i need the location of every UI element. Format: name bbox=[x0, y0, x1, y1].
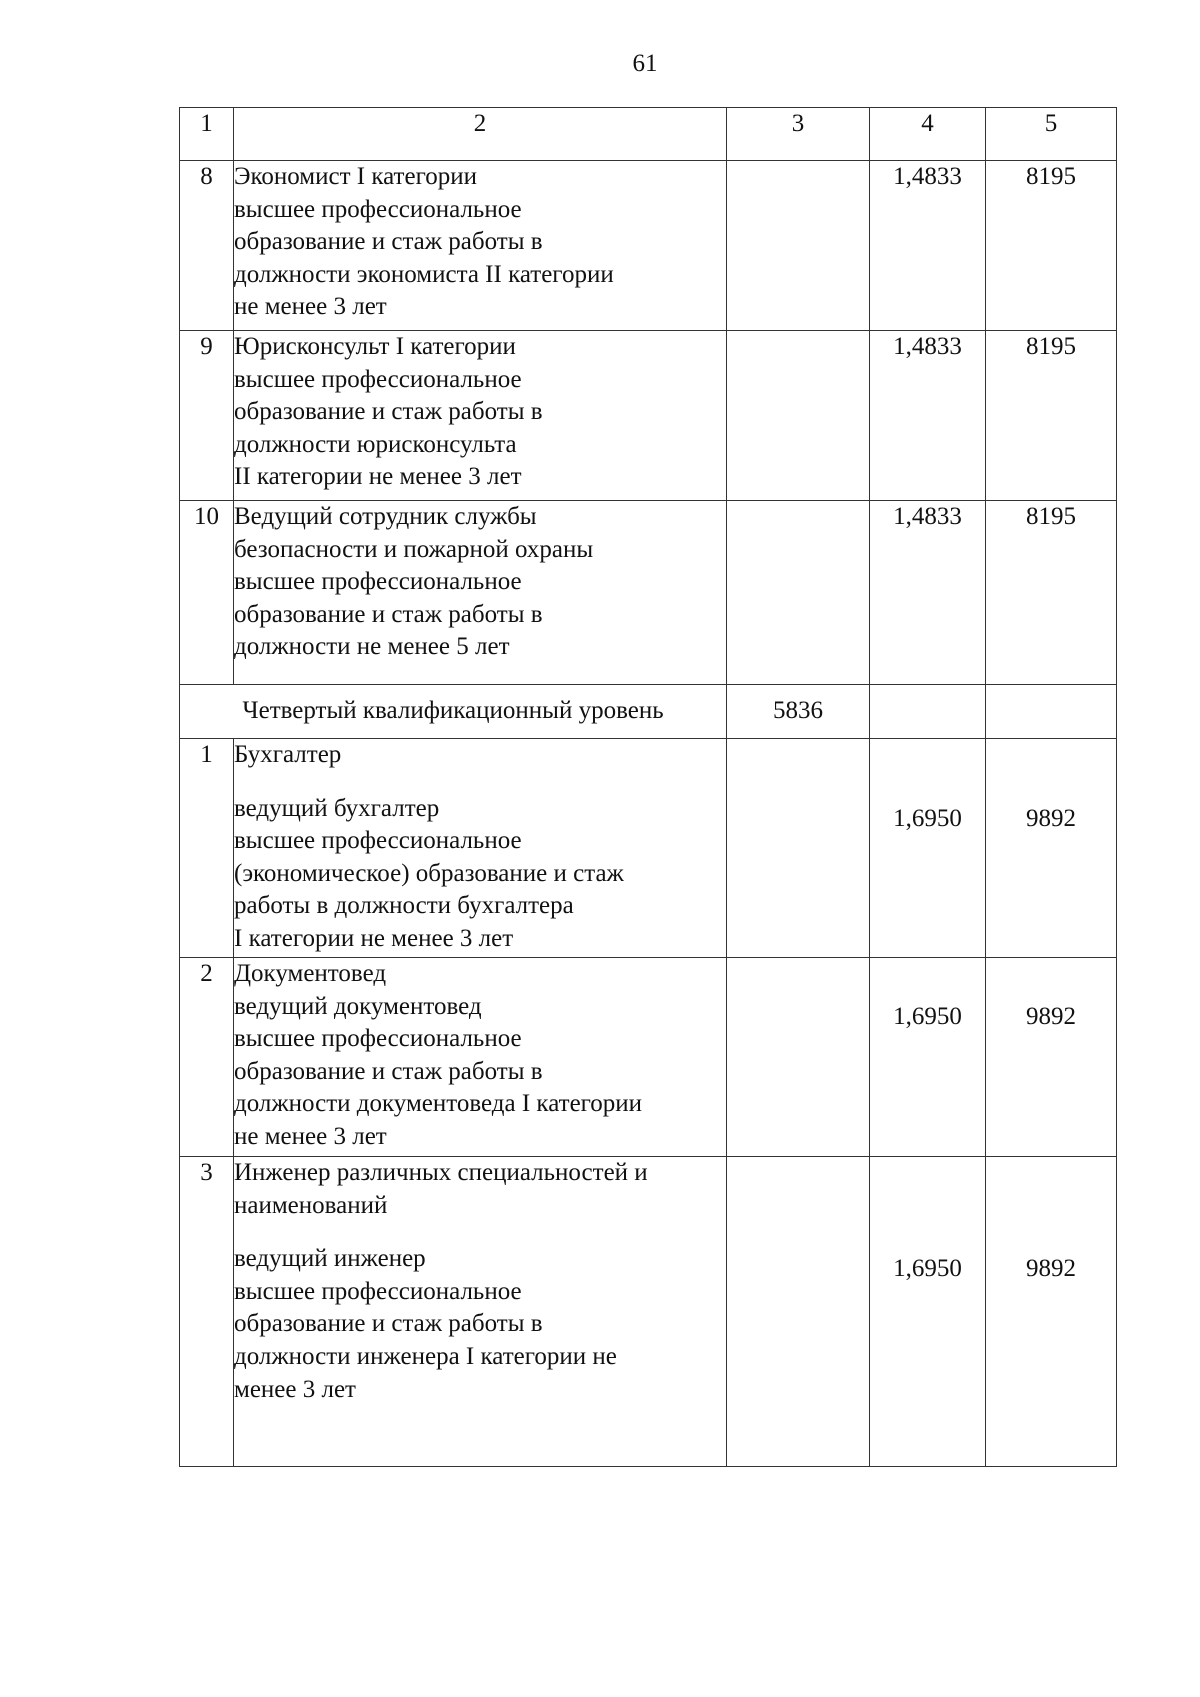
requirement-line: менее 3 лет bbox=[234, 1375, 356, 1403]
requirement-line: должности юрисконсульта bbox=[234, 430, 517, 458]
position-title: ведущий инженер bbox=[234, 1245, 426, 1273]
position-description bbox=[234, 1157, 727, 1467]
table-row bbox=[180, 739, 1117, 958]
column-number: 3 bbox=[727, 108, 870, 161]
table-row bbox=[180, 1157, 1117, 1467]
row-number: 2 bbox=[180, 958, 234, 1157]
qualification-level-base-salary: 5836 bbox=[727, 685, 870, 739]
position-group-title: Инженер различных специальностей и bbox=[234, 1159, 648, 1186]
page-number: 61 bbox=[632, 50, 658, 77]
position-group-title: наименований bbox=[234, 1191, 388, 1219]
column-number: 2 bbox=[234, 108, 727, 161]
row-number: 10 bbox=[180, 501, 234, 685]
requirement-line: высшее профессиональное bbox=[234, 195, 522, 223]
position-title: Юрисконсульт I категории bbox=[234, 333, 516, 360]
requirement-line: I категории не менее 3 лет bbox=[234, 924, 514, 952]
requirement-line: образование и стаж работы в bbox=[234, 398, 543, 426]
requirement-line: образование и стаж работы в bbox=[234, 1057, 543, 1085]
requirement-line: образование и стаж работы в bbox=[234, 600, 543, 628]
salary-cell: 8195 bbox=[986, 331, 1117, 501]
requirement-line: образование и стаж работы в bbox=[234, 228, 543, 256]
requirement-line: должности экономиста II категории bbox=[234, 260, 614, 288]
position-title: Ведущий сотрудник службы bbox=[234, 503, 537, 530]
salary-cell: 9892 bbox=[986, 958, 1117, 1157]
requirement-line: высшее профессиональное bbox=[234, 365, 522, 393]
column-number-row bbox=[180, 108, 1117, 161]
table-row bbox=[180, 958, 1117, 1157]
row-number: 9 bbox=[180, 331, 234, 501]
coefficient-cell: 1,6950 bbox=[870, 739, 986, 958]
column-number: 5 bbox=[986, 108, 1117, 161]
position-title: ведущий документовед bbox=[234, 992, 482, 1020]
qualification-level-label: Четвертый квалификационный уровень bbox=[180, 685, 727, 739]
position-description bbox=[234, 501, 727, 685]
position-title: Экономист I категории bbox=[234, 163, 477, 190]
base-salary-cell bbox=[727, 501, 870, 685]
base-salary-cell bbox=[727, 958, 870, 1157]
position-title: безопасности и пожарной охраны bbox=[234, 535, 594, 563]
requirement-line: высшее профессиональное bbox=[234, 568, 522, 596]
base-salary-cell bbox=[727, 331, 870, 501]
coefficient-cell: 1,4833 bbox=[870, 501, 986, 685]
table-row bbox=[180, 501, 1117, 685]
position-title: ведущий бухгалтер bbox=[234, 794, 440, 822]
coefficient-cell: 1,6950 bbox=[870, 958, 986, 1157]
requirement-line: высшее профессиональное bbox=[234, 1025, 522, 1053]
row-number: 8 bbox=[180, 161, 234, 331]
requirement-line: II категории не менее 3 лет bbox=[234, 463, 522, 491]
coefficient-cell: 1,4833 bbox=[870, 161, 986, 331]
position-group-title: Документовед bbox=[234, 960, 387, 987]
position-description bbox=[234, 331, 727, 501]
base-salary-cell bbox=[727, 161, 870, 331]
position-description bbox=[234, 958, 727, 1157]
table-row bbox=[180, 331, 1117, 501]
qualification-table bbox=[179, 107, 1117, 1467]
salary-cell: 9892 bbox=[986, 739, 1117, 958]
requirement-line: не менее 3 лет bbox=[234, 1122, 387, 1150]
salary-cell: 8195 bbox=[986, 501, 1117, 685]
requirement-line: не менее 3 лет bbox=[234, 293, 387, 321]
requirement-line: высшее профессиональное bbox=[234, 827, 522, 855]
salary-cell: 8195 bbox=[986, 161, 1117, 331]
requirement-line: должности не менее 5 лет bbox=[234, 633, 510, 661]
position-description bbox=[234, 161, 727, 331]
empty-cell bbox=[986, 685, 1117, 739]
requirement-line: (экономическое) образование и стаж bbox=[234, 859, 624, 887]
row-number: 1 bbox=[180, 739, 234, 958]
coefficient-cell: 1,4833 bbox=[870, 331, 986, 501]
position-group-title: Бухгалтер bbox=[234, 741, 342, 768]
table-row bbox=[180, 161, 1117, 331]
qualification-level-row bbox=[180, 685, 1117, 739]
salary-cell: 9892 bbox=[986, 1157, 1117, 1467]
empty-cell bbox=[870, 685, 986, 739]
base-salary-cell bbox=[727, 739, 870, 958]
row-number: 3 bbox=[180, 1157, 234, 1467]
requirement-line: образование и стаж работы в bbox=[234, 1310, 543, 1338]
column-number: 1 bbox=[180, 108, 234, 161]
column-number: 4 bbox=[870, 108, 986, 161]
requirement-line: высшее профессиональное bbox=[234, 1277, 522, 1305]
coefficient-cell: 1,6950 bbox=[870, 1157, 986, 1467]
base-salary-cell bbox=[727, 1157, 870, 1467]
requirement-line: работы в должности бухгалтера bbox=[234, 892, 574, 920]
requirement-line: должности инженера I категории не bbox=[234, 1342, 617, 1370]
requirement-line: должности документоведа I категории bbox=[234, 1090, 643, 1118]
position-description bbox=[234, 739, 727, 958]
